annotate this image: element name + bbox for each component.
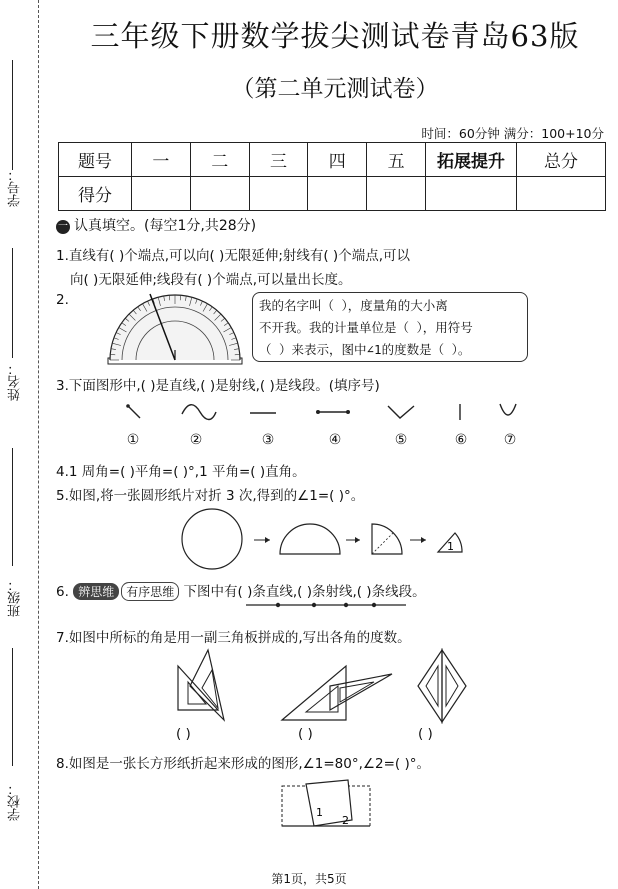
set-square-figures	[160, 646, 490, 728]
question-7: 7.如图中所标的角是用一副三角板拼成的,写出各角的度数。	[56, 630, 411, 646]
shape-number: ⑥	[454, 432, 468, 448]
school-line	[12, 648, 13, 766]
points-on-line-figure	[244, 598, 410, 612]
circle-folding-figure	[180, 506, 480, 572]
binding-margin	[0, 0, 48, 889]
score-cell: 一	[132, 143, 191, 177]
question-6-text: 下图中有( )条直线,( )条射线,( )条线段。	[183, 584, 426, 600]
score-cell: 三	[249, 143, 308, 177]
bubble-line-2: 不开我。我的计量单位是（ ），用符号	[259, 320, 473, 335]
question-2-label: 2.	[56, 292, 69, 308]
score-cell: 总分	[517, 143, 606, 177]
question-1-line2: 向( )无限延伸;线段有( )个端点,可以量出长度。	[70, 272, 352, 288]
score-input-cell[interactable]	[249, 177, 308, 211]
angle-1-label: 1	[316, 806, 323, 819]
figure-shapes	[110, 400, 530, 430]
score-cell: 题号	[59, 143, 132, 177]
question-3: 3.下面图形中,( )是直线,( )是射线,( )是线段。(填序号)	[56, 378, 380, 394]
question-1-line1: 1.直线有( )个端点,可以向( )无限延伸;射线有( )个端点,可以	[56, 248, 410, 264]
score-input-cell[interactable]	[308, 177, 367, 211]
class-line	[12, 448, 13, 566]
score-input-cell[interactable]	[132, 177, 191, 211]
student-id-line	[12, 60, 13, 170]
shape-number: ③	[261, 432, 275, 448]
section-number-badge: 一	[58, 221, 68, 232]
score-table	[58, 142, 606, 211]
answer-blank[interactable]: ( )	[176, 726, 191, 742]
student-id-label: 学号：	[8, 168, 23, 207]
section-title: 认真填空。(每空1分,共28分)	[74, 218, 257, 234]
question-5: 5.如图,将一张圆形纸片对折 3 次,得到的∠1=( )°。	[56, 488, 365, 504]
tag-ordered-think: 有序思维	[121, 582, 179, 601]
question-6-number: 6.	[56, 584, 69, 600]
page-title: 三年级下册数学拔尖测试卷青岛63版	[90, 19, 580, 53]
name-line	[12, 248, 13, 358]
angle-1-label: 1	[447, 540, 454, 553]
score-input-cell[interactable]	[190, 177, 249, 211]
section-heading	[56, 215, 256, 235]
answer-blank[interactable]: ( )	[418, 726, 433, 742]
folded-paper-figure	[276, 776, 376, 832]
speech-bubble	[252, 292, 528, 362]
shape-number: ⑤	[394, 432, 408, 448]
question-8: 8.如图是一张长方形纸折起来形成的图形,∠1=80°,∠2=( )°。	[56, 756, 430, 772]
score-input-cell[interactable]	[426, 177, 517, 211]
score-table-header-row	[59, 143, 606, 177]
page-footer: 第1页，共5页	[271, 872, 347, 886]
dashed-cut-line	[38, 0, 39, 889]
score-cell: 五	[367, 143, 426, 177]
bubble-line-1: 我的名字叫（ ），度量角的大小离	[259, 298, 448, 313]
shape-number: ⑦	[503, 432, 517, 448]
shape-number: ②	[189, 432, 203, 448]
bubble-line-3: （ ）来表示，图中∠1的度数是（ ）。	[259, 342, 471, 357]
time-info: 时间：60分钟 满分：100+10分	[421, 126, 604, 141]
score-cell: 拓展提升	[426, 143, 517, 177]
shape-number: ①	[126, 432, 140, 448]
name-label: 姓名：	[8, 362, 23, 401]
angle-2-label: 2	[342, 814, 349, 827]
page-subtitle: （第二单元测试卷）	[231, 76, 439, 102]
answer-blank[interactable]: ( )	[298, 726, 313, 742]
score-input-cell[interactable]	[517, 177, 606, 211]
score-input-cell[interactable]	[367, 177, 426, 211]
score-row-label: 得分	[59, 177, 132, 211]
class-label: 班级：	[8, 578, 23, 617]
question-4: 4.1 周角=( )平角=( )°,1 平角=( )直角。	[56, 464, 306, 480]
score-cell: 二	[190, 143, 249, 177]
shape-number: ④	[328, 432, 342, 448]
tag-think: 辨思维	[73, 583, 119, 600]
score-cell: 四	[308, 143, 367, 177]
protractor-image	[106, 290, 246, 366]
score-table-score-row	[59, 177, 606, 211]
school-label: 学校：	[8, 782, 23, 821]
